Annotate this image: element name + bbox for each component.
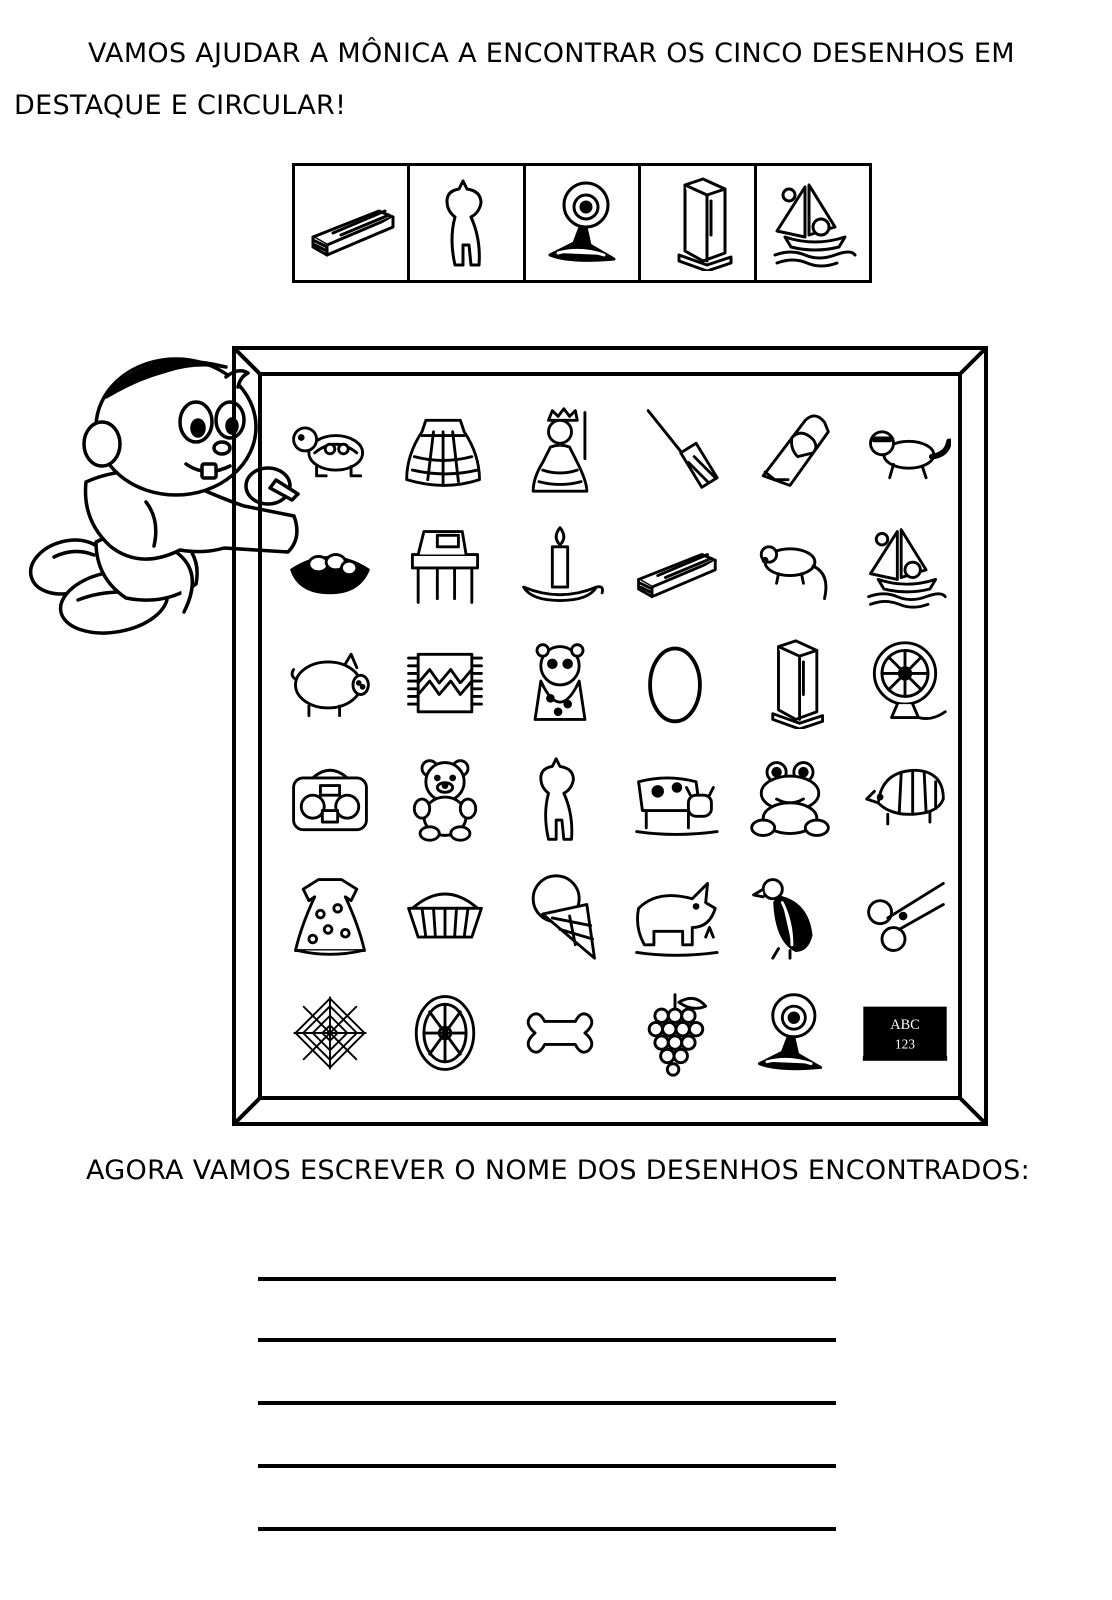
llama-icon xyxy=(419,175,515,271)
grid-drawing[interactable] xyxy=(617,624,732,741)
answer-line[interactable] xyxy=(258,1277,836,1281)
grid-drawing[interactable] xyxy=(272,741,387,858)
cupcake-icon xyxy=(399,870,491,962)
grid-drawing[interactable] xyxy=(732,974,847,1091)
chalkboard-line1: ABC xyxy=(889,1016,920,1033)
chalkboard-icon xyxy=(859,987,951,1079)
princess-icon xyxy=(514,403,606,495)
raccoon-icon xyxy=(859,403,951,495)
grid-drawing[interactable] xyxy=(502,624,617,741)
grid-drawing[interactable] xyxy=(387,624,502,741)
frog-icon xyxy=(744,753,836,845)
grid-drawing[interactable] xyxy=(502,974,617,1091)
webcam-icon xyxy=(744,987,836,1079)
webcam-icon xyxy=(534,175,630,271)
highlighted-drawing-cell xyxy=(295,166,410,280)
highlighted-drawing-cell xyxy=(410,166,525,280)
highlighted-drawing-cell xyxy=(526,166,641,280)
spider-web-icon xyxy=(284,987,376,1079)
grapes-icon xyxy=(629,987,721,1079)
mouse-icon xyxy=(744,520,836,612)
llama-icon xyxy=(514,753,606,845)
fingernail-icon xyxy=(744,403,836,495)
answer-line[interactable] xyxy=(258,1464,836,1468)
grid-drawing[interactable] xyxy=(732,391,847,508)
grid-drawing[interactable] xyxy=(387,974,502,1091)
grid-drawing[interactable] xyxy=(617,508,732,625)
highlighted-drawing-cell xyxy=(757,166,869,280)
ice-cream-icon xyxy=(514,870,606,962)
grid-drawing[interactable] xyxy=(502,508,617,625)
wafer-icon xyxy=(303,175,399,271)
grid-drawing[interactable] xyxy=(272,858,387,975)
desk-icon xyxy=(399,520,491,612)
grid-drawing[interactable] xyxy=(272,508,387,625)
bone-icon xyxy=(514,987,606,1079)
grid-drawing[interactable] xyxy=(847,624,962,741)
grid-drawing[interactable] xyxy=(732,508,847,625)
grid-drawing[interactable] xyxy=(387,858,502,975)
sailboat-child-icon xyxy=(859,520,951,612)
grid-drawing[interactable] xyxy=(387,391,502,508)
fan-icon xyxy=(859,637,951,729)
write-prompt-text: AGORA VAMOS ESCREVER O NOME DOS DESENHOS ENCONTRADOS: xyxy=(86,1155,1030,1186)
broom-icon xyxy=(629,403,721,495)
leopard-icon xyxy=(514,637,606,729)
game-console-icon xyxy=(649,175,745,271)
wafer-icon xyxy=(629,520,721,612)
grid-drawing[interactable] xyxy=(387,508,502,625)
game-console-icon xyxy=(744,637,836,729)
search-picture-frame xyxy=(232,346,988,1126)
highlighted-drawing-cell xyxy=(641,166,756,280)
pig-icon xyxy=(284,637,376,729)
instruction-text: VAMOS AJUDAR A MÔNICA A ENCONTRAR OS CINCO DESENHOS EM DESTAQUE E CIRCULAR! xyxy=(14,38,1015,121)
candle-icon xyxy=(514,520,606,612)
radio-icon xyxy=(284,753,376,845)
grid-drawing[interactable] xyxy=(847,974,962,1091)
wheel-icon xyxy=(399,987,491,1079)
grid-drawing[interactable] xyxy=(847,391,962,508)
sailboat-child-icon xyxy=(765,175,861,271)
teddy-bear-icon xyxy=(399,753,491,845)
grid-drawing[interactable] xyxy=(272,974,387,1091)
grid-drawing[interactable] xyxy=(387,741,502,858)
grid-drawing[interactable] xyxy=(502,741,617,858)
grid-drawing[interactable] xyxy=(847,741,962,858)
chalkboard-line2: 123 xyxy=(894,1035,915,1051)
answer-line[interactable] xyxy=(258,1338,836,1342)
highlighted-drawings-strip xyxy=(292,163,872,283)
grid-drawing[interactable] xyxy=(272,624,387,741)
answer-line[interactable] xyxy=(258,1527,836,1531)
armadillo-icon xyxy=(859,753,951,845)
scissors-icon xyxy=(859,870,951,962)
grid-drawing[interactable] xyxy=(732,741,847,858)
rug-icon xyxy=(399,637,491,729)
dress-icon xyxy=(284,870,376,962)
cow-icon xyxy=(629,753,721,845)
skirt-icon xyxy=(399,403,491,495)
grid-drawing[interactable] xyxy=(847,508,962,625)
grid-drawing[interactable] xyxy=(617,974,732,1091)
egg-icon xyxy=(629,637,721,729)
grid-drawing[interactable] xyxy=(502,858,617,975)
grid-drawing[interactable] xyxy=(272,391,387,508)
vulture-icon xyxy=(744,870,836,962)
grid-drawing[interactable] xyxy=(617,858,732,975)
grid-drawing[interactable] xyxy=(732,858,847,975)
grid-drawing[interactable] xyxy=(847,858,962,975)
grid-drawing[interactable] xyxy=(617,741,732,858)
grid-drawing[interactable] xyxy=(732,624,847,741)
rhino-icon xyxy=(629,870,721,962)
answer-line[interactable] xyxy=(258,1401,836,1405)
grid-drawing[interactable] xyxy=(617,391,732,508)
turtle-icon xyxy=(284,403,376,495)
search-grid xyxy=(272,391,962,1091)
grid-drawing[interactable] xyxy=(502,391,617,508)
nest-icon xyxy=(284,520,376,612)
